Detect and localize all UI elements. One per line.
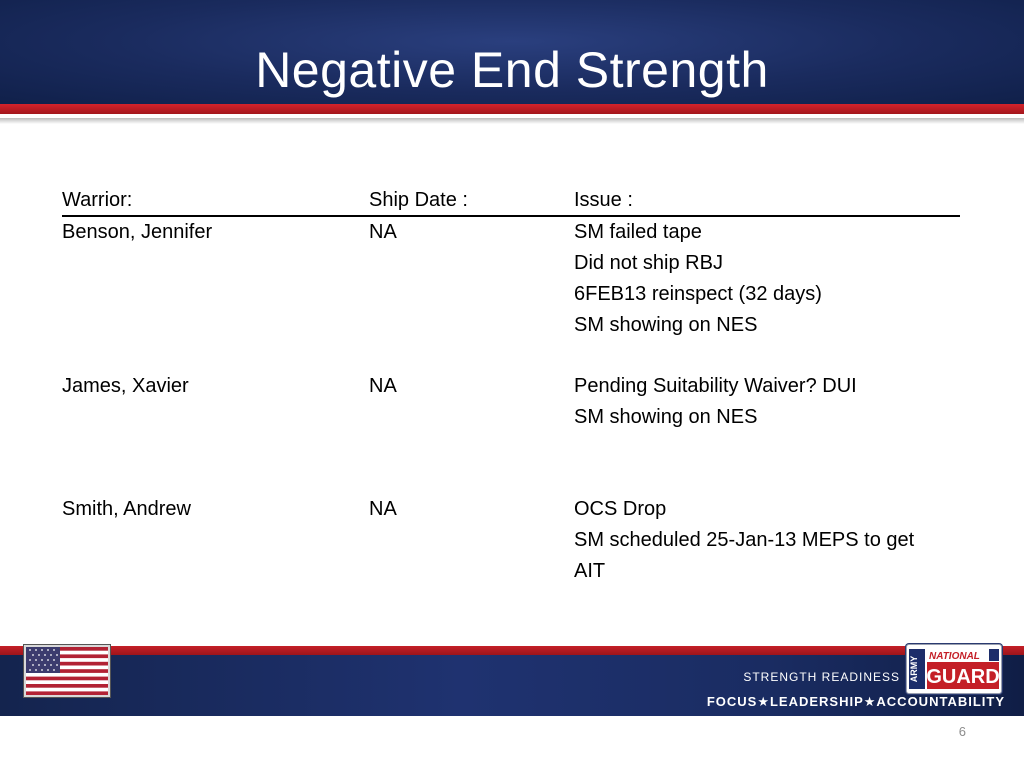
header-issue: Issue : — [574, 189, 633, 211]
title-banner — [0, 0, 1024, 104]
svg-text:ARMY: ARMY — [909, 655, 919, 683]
ship-date: NA — [369, 221, 397, 243]
issue-line: 6FEB13 reinspect (32 days) — [574, 283, 822, 305]
svg-text:NATIONAL: NATIONAL — [929, 651, 980, 662]
issue-line: SM scheduled 25-Jan-13 MEPS to get — [574, 529, 915, 551]
us-flag-icon — [24, 645, 110, 697]
issue-line: SM showing on NES — [574, 406, 758, 428]
header-red-stripe — [0, 104, 1024, 114]
issue-line: Pending Suitability Waiver? DUI — [574, 375, 857, 397]
footer-motto: FOCUS★LEADERSHIP★ACCOUNTABILITY — [706, 694, 1005, 709]
slide-title: Negative End Strength — [255, 42, 769, 98]
ship-date: NA — [369, 498, 397, 520]
warrior-name: James, Xavier — [62, 375, 189, 397]
ship-date: NA — [369, 375, 397, 397]
header-warrior: Warrior: — [62, 189, 133, 211]
issue-line: SM failed tape — [574, 221, 702, 243]
header-shadow — [0, 118, 1024, 124]
issue-cell — [574, 494, 964, 587]
warrior-name: Benson, Jennifer — [62, 221, 213, 243]
warrior-name: Smith, Andrew — [62, 498, 191, 520]
footer-tagline: STRENGTH READINESS — [743, 670, 900, 684]
issue-line: Did not ship RBJ — [574, 252, 723, 274]
table-row — [62, 494, 960, 587]
army-national-guard-logo — [906, 644, 1002, 694]
issue-line: AIT — [574, 560, 606, 582]
issue-line: SM showing on NES — [574, 314, 758, 336]
issue-cell — [574, 217, 964, 341]
warrior-table — [62, 185, 960, 587]
svg-text:GUARD: GUARD — [926, 666, 1000, 688]
issue-line: OCS Drop — [574, 498, 667, 520]
table-row — [62, 371, 960, 494]
header-ship-date: Ship Date : — [369, 189, 468, 211]
table-row — [62, 217, 960, 371]
table-header-row — [62, 185, 960, 217]
issue-cell — [574, 371, 964, 433]
page-number: 6 — [958, 724, 966, 739]
footer-red-stripe — [0, 646, 1024, 655]
